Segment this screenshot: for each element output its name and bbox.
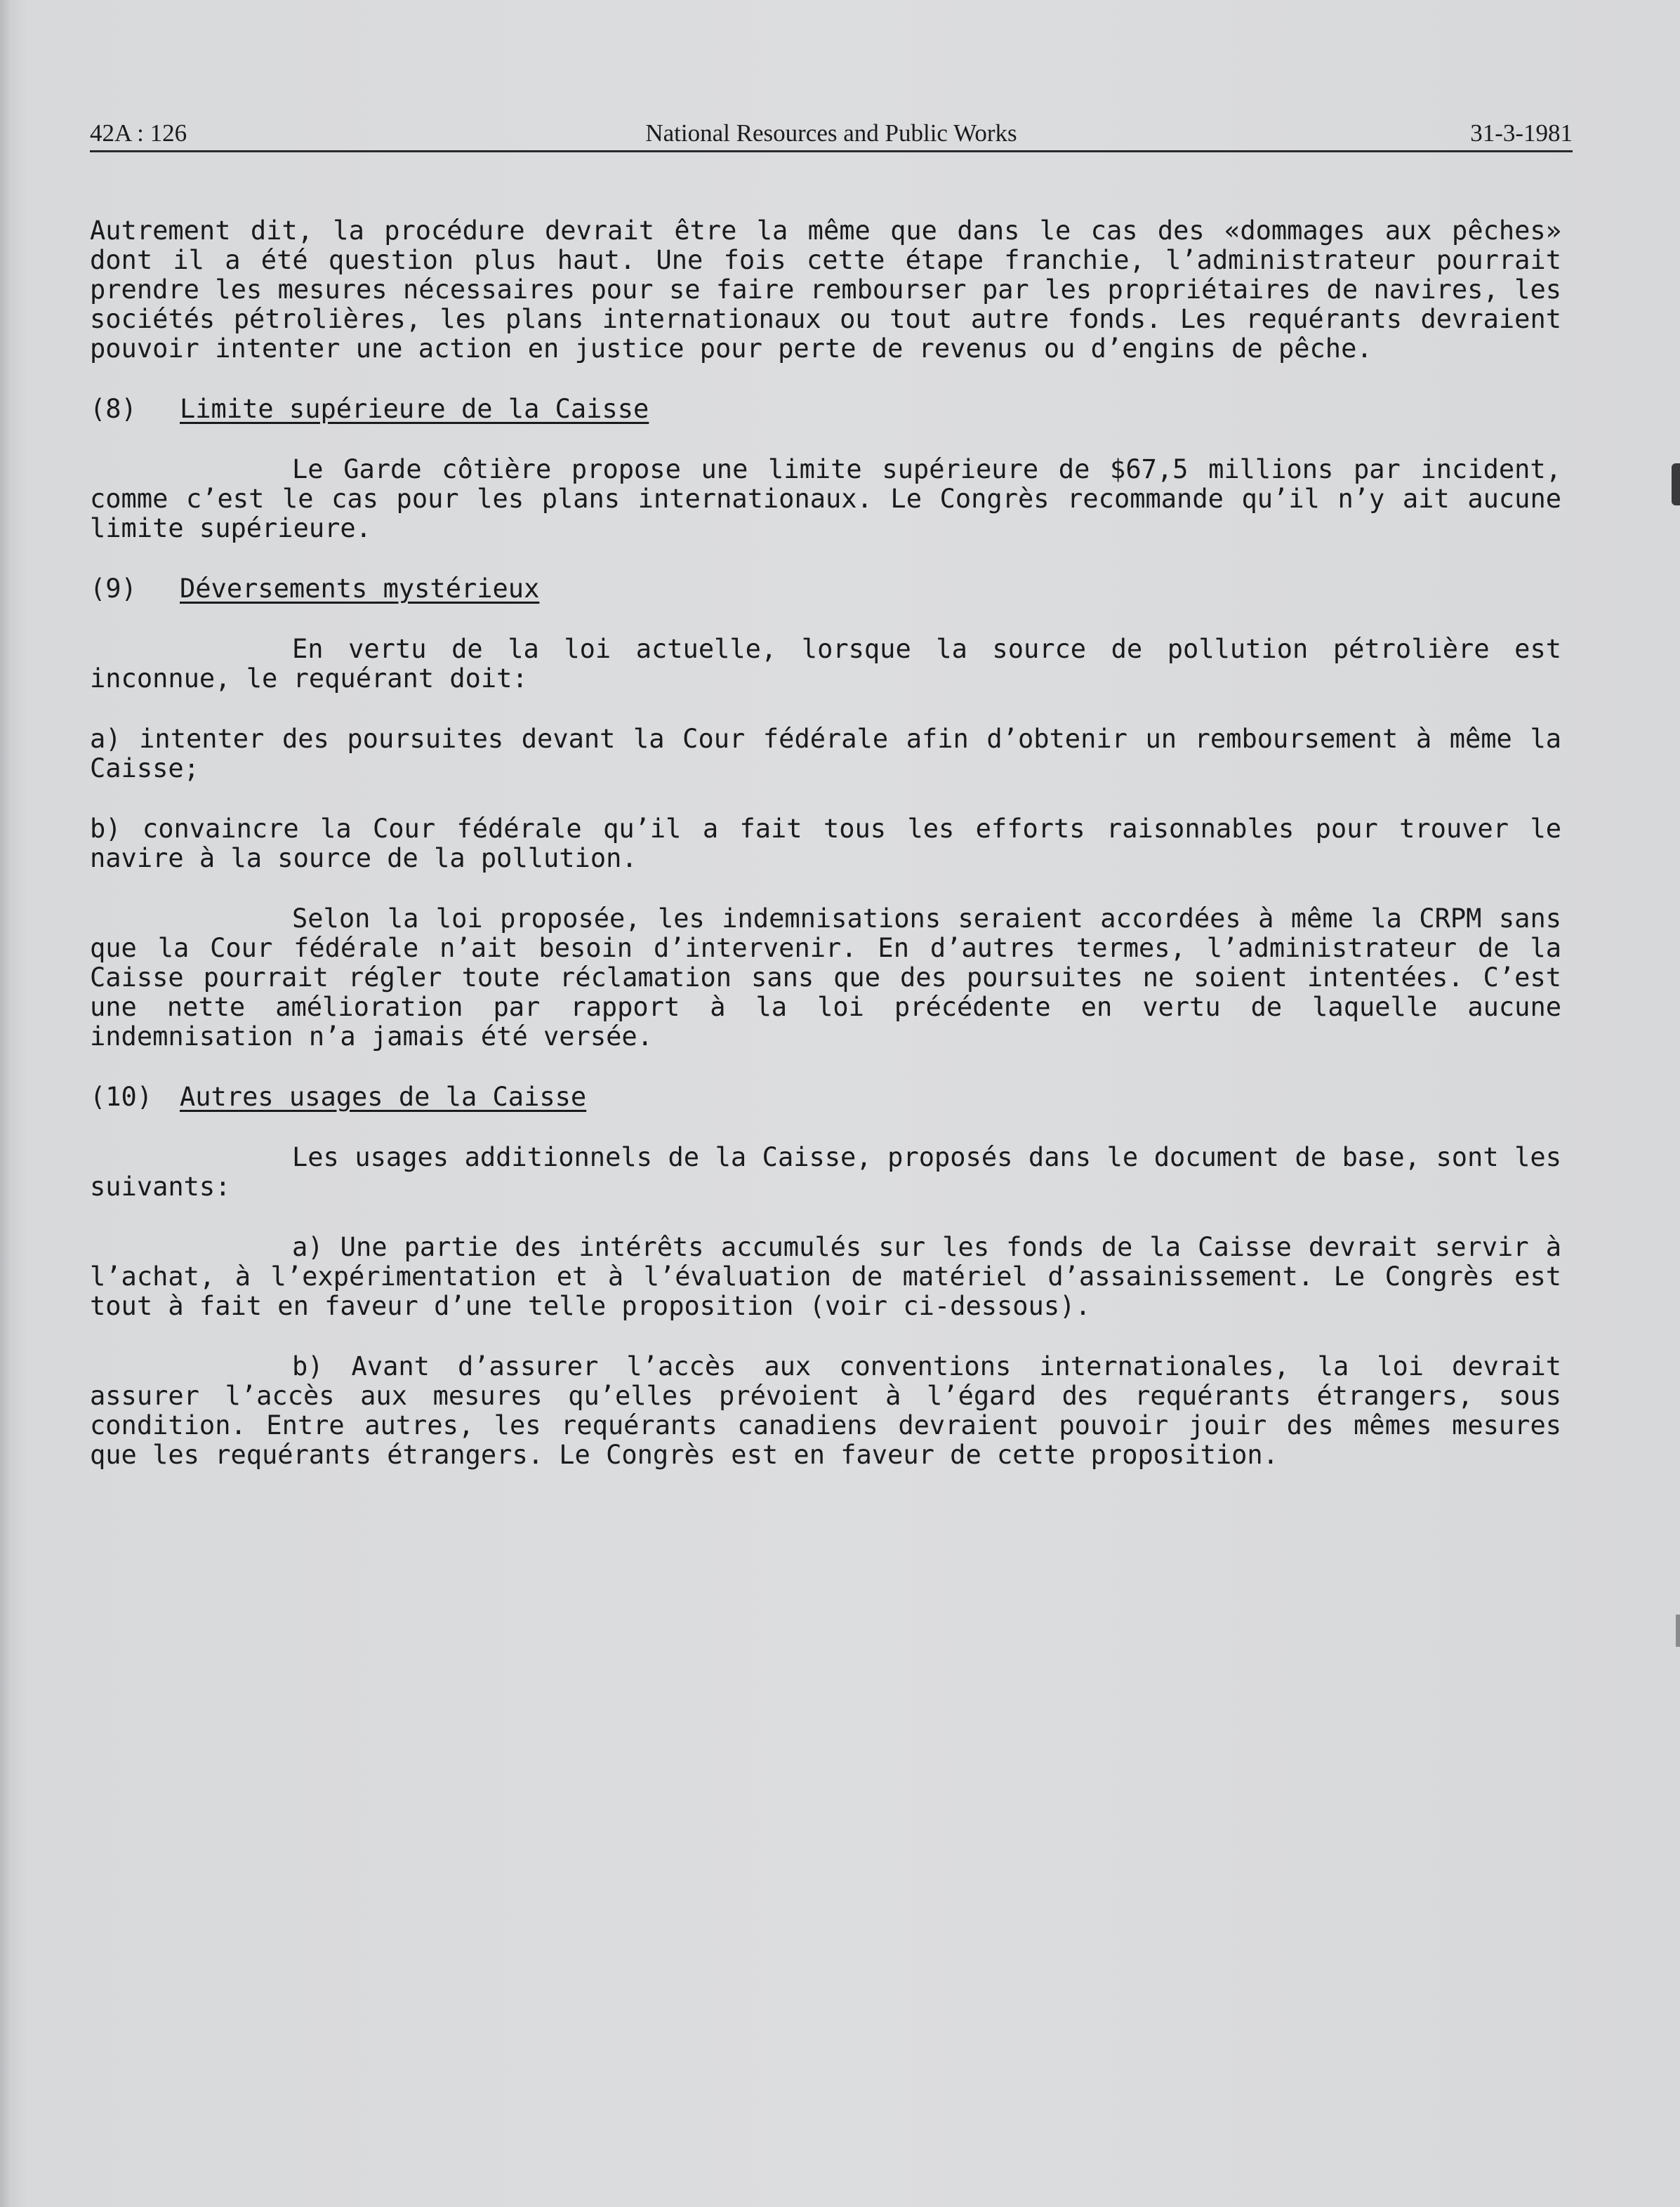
list-item-b: b) convaincre la Cour fédérale qu’il a fait tous les efforts raisonnables pour trouver le navire à la source de la pollution.: [90, 814, 1561, 873]
paragraph: Les usages additionnels de la Caisse, proposés dans le document de base, sont les suivants:: [90, 1142, 1561, 1202]
header-date: 31-3-1981: [1470, 119, 1573, 147]
page-number: 42A : 126: [90, 119, 187, 147]
running-title: National Resources and Public Works: [645, 119, 1017, 147]
edge-mark: [1676, 1615, 1680, 1647]
list-item-a: a) intenter des poursuites devant la Cour fédérale afin d’obtenir un remboursement à même la Caisse;: [90, 724, 1561, 783]
section-title: Autres usages de la Caisse: [180, 1082, 587, 1112]
paragraph: Selon la loi proposée, les indemnisations seraient accordées à même la CRPM sans que la Cour fédérale n’ait besoin d’intervenir. En d’autres termes, l’administrateur de la Caisse pourrait régler toute réclamation sans que des poursuites ne soient intentées. C’est une nette amélioration par rapport à la loi précédente en vertu de laquelle aucune indemnisation n’a jamais été versée.: [90, 903, 1561, 1052]
binding-clip: [1672, 463, 1680, 505]
section-heading-9: [90, 574, 1561, 604]
section-number: (8): [90, 394, 137, 424]
section-number: (10): [90, 1082, 153, 1112]
paragraph: Autrement dit, la procédure devrait être la même que dans le cas des «dommages aux pêches» dont il a été question plus haut. Une fois cette étape franchie, l’administrateur pourrait prendre les mesures nécessaires pour se faire rembourser par les propriétaires de navires, les sociétés pétrolières, les plans internationaux ou tout autre fonds. Les requérants devraient pouvoir intenter une action en justice pour perte de revenus ou d’engins de pêche.: [90, 216, 1561, 364]
list-item-a: a) Une partie des intérêts accumulés sur les fonds de la Caisse devrait servir à l’achat, à l’expérimentation et à l’évaluation de matériel d’assainissement. Le Congrès est tout à fait en faveur d’une telle proposition (voir ci-dessous).: [90, 1232, 1561, 1321]
section-heading-10: [90, 1082, 1561, 1112]
section-title: Déversements mystérieux: [180, 574, 540, 604]
list-item-b: b) Avant d’assurer l’accès aux conventions internationales, la loi devrait assurer l’accès aux mesures qu’elles prévoient à l’égard des requérants étrangers, sous condition. Entre autres, les requérants canadiens devraient pouvoir jouir des mêmes mesures que les requérants étrangers. Le Congrès est en faveur de cette proposition.: [90, 1351, 1561, 1470]
paragraph: Le Garde côtière propose une limite supérieure de $67,5 millions par incident, comme c’est le cas pour les plans internationaux. Le Congrès recommande qu’il n’y ait aucune limite supérieure.: [90, 454, 1561, 543]
body-text: [90, 216, 1561, 1470]
header-rule: [90, 150, 1573, 152]
section-number: (9): [90, 574, 137, 604]
page-edge-shadow: [0, 0, 10, 2207]
paragraph: En vertu de la loi actuelle, lorsque la source de pollution pétrolière est inconnue, le requérant doit:: [90, 634, 1561, 694]
section-title: Limite supérieure de la Caisse: [180, 394, 649, 424]
section-heading-8: [90, 395, 1561, 424]
